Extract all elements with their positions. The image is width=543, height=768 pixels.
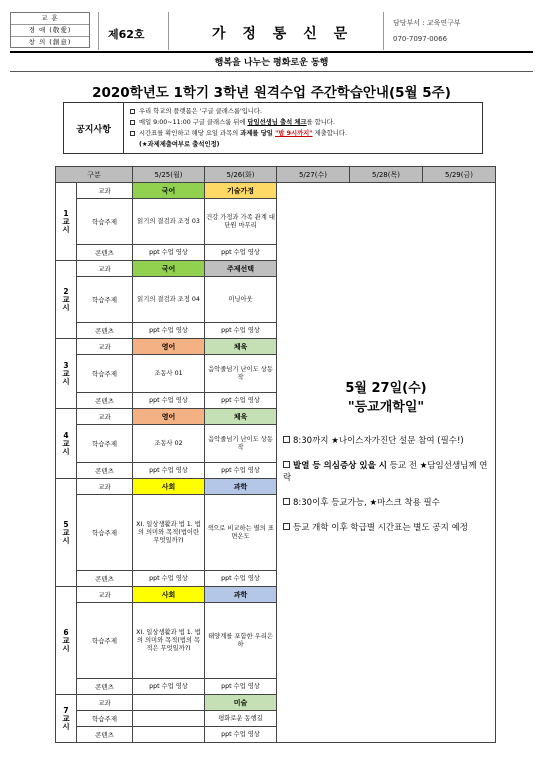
content-cell: ppt 수업 영상 [205,727,277,743]
row-label-topic: 학습주제 [77,711,133,727]
row-label-subject: 교과 [77,339,133,355]
content-cell: ppt 수업 영상 [205,393,277,409]
content-cell: ppt 수업 영상 [133,245,205,261]
topic-cell [133,711,205,727]
topic-cell: 평화로운 동행길 [205,711,277,727]
topic-cell: 읽기의 결검과 조정 04 [133,277,205,323]
row-label-subject: 교과 [77,183,133,199]
topic-cell: 읽기의 결검과 조정 03 [133,199,205,245]
subject-cell: 기술가정 [205,183,277,199]
subject-cell: 국어 [133,261,205,277]
newsletter-title: 가 정 통 신 문 [212,26,354,42]
checkbox-icon [283,461,290,468]
col-header-wed: 5/27(수) [277,167,350,183]
topic-cell: 건강 가정과 가족 관계 대단원 마무리 [205,199,277,245]
checkbox-icon [283,523,290,530]
notice-label: 공지사항 [64,103,124,153]
subject-cell: 체육 [205,339,277,355]
notice-line: 우리 학교의 플랫폼은 '구글 클래스룸'입니다. [130,106,480,117]
subject-cell: 사회 [133,587,205,603]
issue-number: 제62호 [108,28,145,41]
notice-line: 매일 9:00~11:00 구글 클래스룸 뒤에 담임선생님 출석 체크를 합니다. [130,117,480,128]
topic-cell: 음악줄넘기 난이도 상동작 [205,425,277,463]
row-label-topic: 학습주제 [77,277,133,323]
topic-cell: 조동사 01 [133,355,205,393]
checkbox-icon [130,109,135,114]
content-cell: ppt 수업 영상 [205,245,277,261]
subject-cell: 과학 [205,587,277,603]
row-label-topic: 학습주제 [77,199,133,245]
motto-line-3: 창 의 (創意) [28,38,72,46]
subject-cell: 과학 [205,479,277,495]
reopening-item: 8:30까지 ★나이스자가진단 설문 참여 (필수!) [283,435,489,447]
content-cell: ppt 수업 영상 [205,323,277,339]
content-cell: ppt 수업 영상 [133,463,205,479]
content-cell: ppt 수업 영상 [205,571,277,587]
checkbox-icon [283,498,290,505]
row-label-subject: 교과 [77,587,133,603]
subject-cell: 미술 [205,695,277,711]
checkbox-icon [130,131,135,136]
row-label-topic: 학습주제 [77,495,133,571]
topic-cell: 태양계를 포함한 우리은하 [205,603,277,679]
motto-line-1: 교 훈 [11,13,89,25]
header-rule [10,51,533,53]
period-label: 6 교 시 [56,587,77,695]
row-label-content: 콘텐츠 [77,393,133,409]
row-label-content: 콘텐츠 [77,463,133,479]
reopening-item: 발열 등 의심증상 있을 시 등교 전 ★담임선생님께 연락 [283,460,488,483]
subject-cell: 국어 [133,183,205,199]
topic-cell: 색으로 비교하는 별의 표면온도 [205,495,277,571]
period-label: 4 교 시 [56,409,77,479]
subject-cell: 체육 [205,409,277,425]
subject-cell [133,695,205,711]
topic-cell: 미닝아웃 [205,277,277,323]
row-label-content: 콘텐츠 [77,679,133,695]
row-label-content: 콘텐츠 [77,323,133,339]
motto-line-2: 경 애 (敬愛) [11,25,89,37]
col-header-mon: 5/25(월) [133,167,205,183]
topic-cell: XI. 일상생활과 법 1. 법의 의미와 목적(법의 목적은 무엇일까?) [133,603,205,679]
page-title: 2020학년도 1학기 3학년 원격수업 주간학습안내(5월 5주) [92,85,451,101]
row-label-topic: 학습주제 [77,425,133,463]
period-label: 1 교 시 [56,183,77,261]
notice-line: 시간표를 확인하고 해당 요일 과목의 과제를 당일 "밤 9시까지" 제출합니다. [130,128,480,139]
header-divider [98,12,99,50]
row-label-content: 콘텐츠 [77,727,133,743]
period-label: 3 교 시 [56,339,77,409]
school-motto-box [10,12,90,48]
col-header-category: 구분 [56,167,133,183]
col-header-fri: 5/29(금) [423,167,496,183]
row-label-subject: 교과 [77,409,133,425]
row-label-content: 콘텐츠 [77,571,133,587]
period-label: 5 교 시 [56,479,77,587]
school-slogan: 행복을 나누는 평화로운 동행 [214,58,329,68]
topic-cell: XI. 일상생활과 법 1. 법의 의미와 목적(법이란 무엇일까?) [133,495,205,571]
subject-cell: 영어 [133,409,205,425]
checkbox-icon [283,436,290,443]
weekly-timetable [55,166,496,743]
col-header-thu: 5/28(목) [350,167,423,183]
period-label: 7 교 시 [56,695,77,743]
reopening-date: 5월 27일(수) "등교개학일" [345,380,427,415]
slogan-rule [10,71,533,72]
subject-cell: 영어 [133,339,205,355]
row-label-topic: 학습주제 [77,603,133,679]
checkbox-icon [130,120,135,125]
department: 담당부서 : 교육연구부 [393,19,461,27]
row-label-content: 콘텐츠 [77,245,133,261]
content-cell: ppt 수업 영상 [205,679,277,695]
col-header-tue: 5/26(화) [205,167,277,183]
content-cell: ppt 수업 영상 [133,323,205,339]
content-cell: ppt 수업 영상 [133,393,205,409]
row-label-subject: 교과 [77,479,133,495]
topic-cell: 음악줄넘기 난이도 상동작 [205,355,277,393]
row-label-subject: 교과 [77,261,133,277]
subject-cell: 주제선택 [205,261,277,277]
notice-line: (★과제제출여부로 출석인정) [139,141,220,148]
reopening-item: 8:30이후 등교가능, ★마스크 착용 필수 [283,497,489,509]
period-label: 2 교 시 [56,261,77,339]
subject-cell: 사회 [133,479,205,495]
table-row [56,183,496,199]
reopening-item: 등교 개학 이후 학급별 시간표는 별도 공지 예정 [283,522,489,534]
phone-number: 070-7097-0066 [393,35,448,43]
row-label-subject: 교과 [77,695,133,711]
header-divider [383,12,384,50]
topic-cell: 조동사 02 [133,425,205,463]
content-cell: ppt 수업 영상 [133,679,205,695]
content-cell [133,727,205,743]
content-cell: ppt 수업 영상 [133,571,205,587]
school-reopening-notice [277,183,496,743]
notice-box [63,102,483,154]
row-label-topic: 학습주제 [77,355,133,393]
header-divider [168,12,169,50]
content-cell: ppt 수업 영상 [205,463,277,479]
